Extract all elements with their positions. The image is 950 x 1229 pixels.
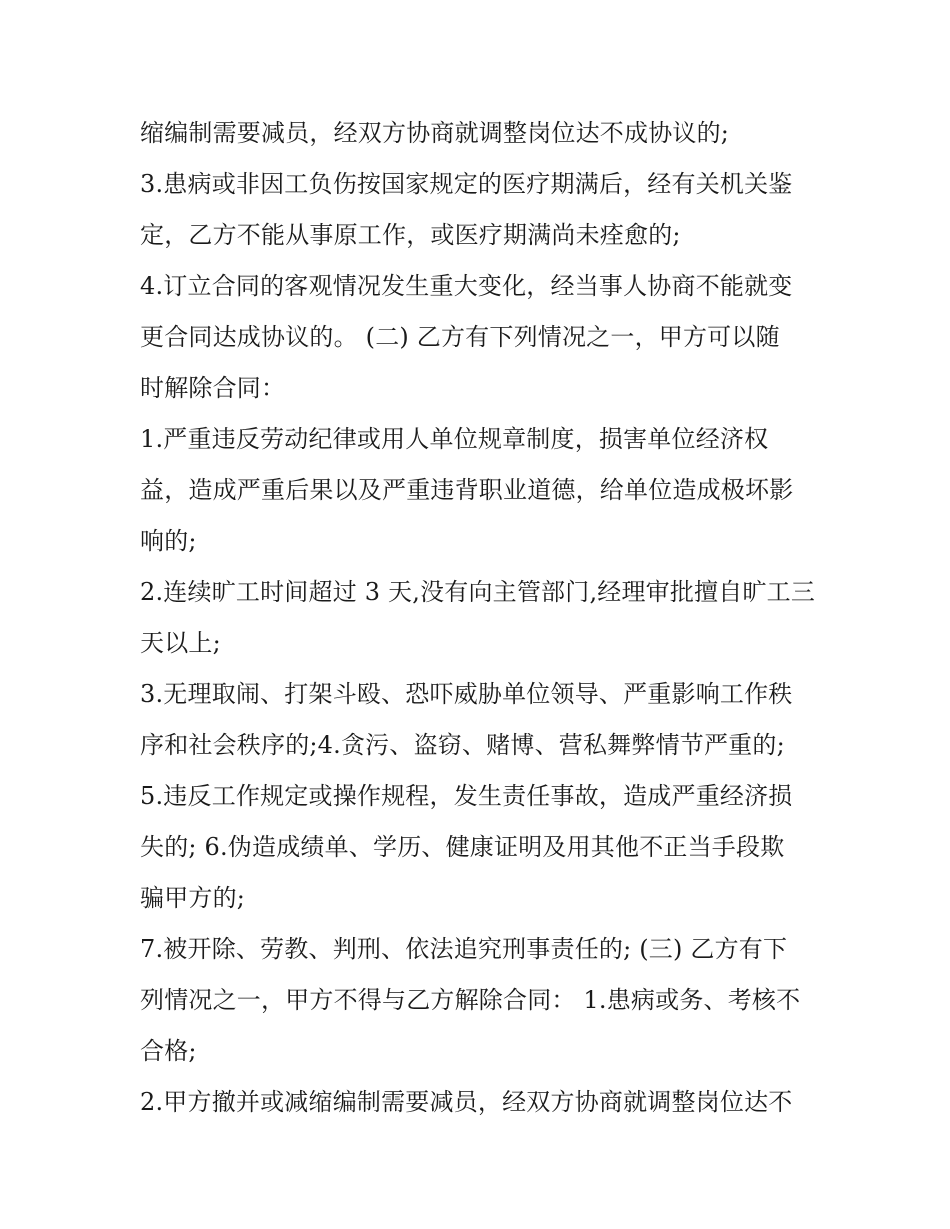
text-line: 2.甲方撤并或减缩编制需要减员，经双方协商就调整岗位达不 xyxy=(140,1088,793,1116)
text-line: 响的; xyxy=(140,527,197,555)
text-line: 列情况之一，甲方不得与乙方解除合同： 1.患病或务、考核不 xyxy=(140,986,801,1014)
text-line: 3.患病或非因工负伤按国家规定的医疗期满后，经有关机关鉴 xyxy=(140,170,793,198)
text-line: 益，造成严重后果以及严重违背职业道德，给单位造成极坏影 xyxy=(140,476,794,504)
text-line: 缩编制需要减员，经双方协商就调整岗位达不成协议的; xyxy=(140,119,730,147)
text-line: 5.违反工作规定或操作规程，发生责任事故，造成严重经济损 xyxy=(140,782,793,810)
text-line: 骗甲方的; xyxy=(140,884,246,912)
text-line: 失的; 6.伪造成绩单、学历、健康证明及用其他不正当手段欺 xyxy=(140,833,785,861)
text-line: 3.无理取闹、打架斗殴、恐吓威胁单位领导、严重影响工作秩 xyxy=(140,680,793,708)
text-line: 7.被开除、劳教、判刑、依法追究刑事责任的; (三) 乙方有下 xyxy=(140,935,788,963)
text-line: 时解除合同： xyxy=(140,374,286,402)
text-line: 定，乙方不能从事原工作，或医疗期满尚未痊愈的; xyxy=(140,221,681,249)
text-line: 合格; xyxy=(140,1037,197,1065)
contract-text xyxy=(140,108,820,1128)
text-line: 更合同达成协议的。 (二) 乙方有下列情况之一，甲方可以随 xyxy=(140,323,780,351)
text-line: 序和社会秩序的;4.贪污、盗窃、赌博、营私舞弊情节严重的; xyxy=(140,731,785,759)
text-line: 2.连续旷工时间超过 3 天,没有向主管部门,经理审批擅自旷工三 xyxy=(140,578,816,606)
text-line: 天以上; xyxy=(140,629,221,657)
text-line: 1.严重违反劳动纪律或用人单位规章制度，损害单位经济权 xyxy=(140,425,769,453)
text-line: 4.订立合同的客观情况发生重大变化，经当事人协商不能就变 xyxy=(140,272,793,300)
